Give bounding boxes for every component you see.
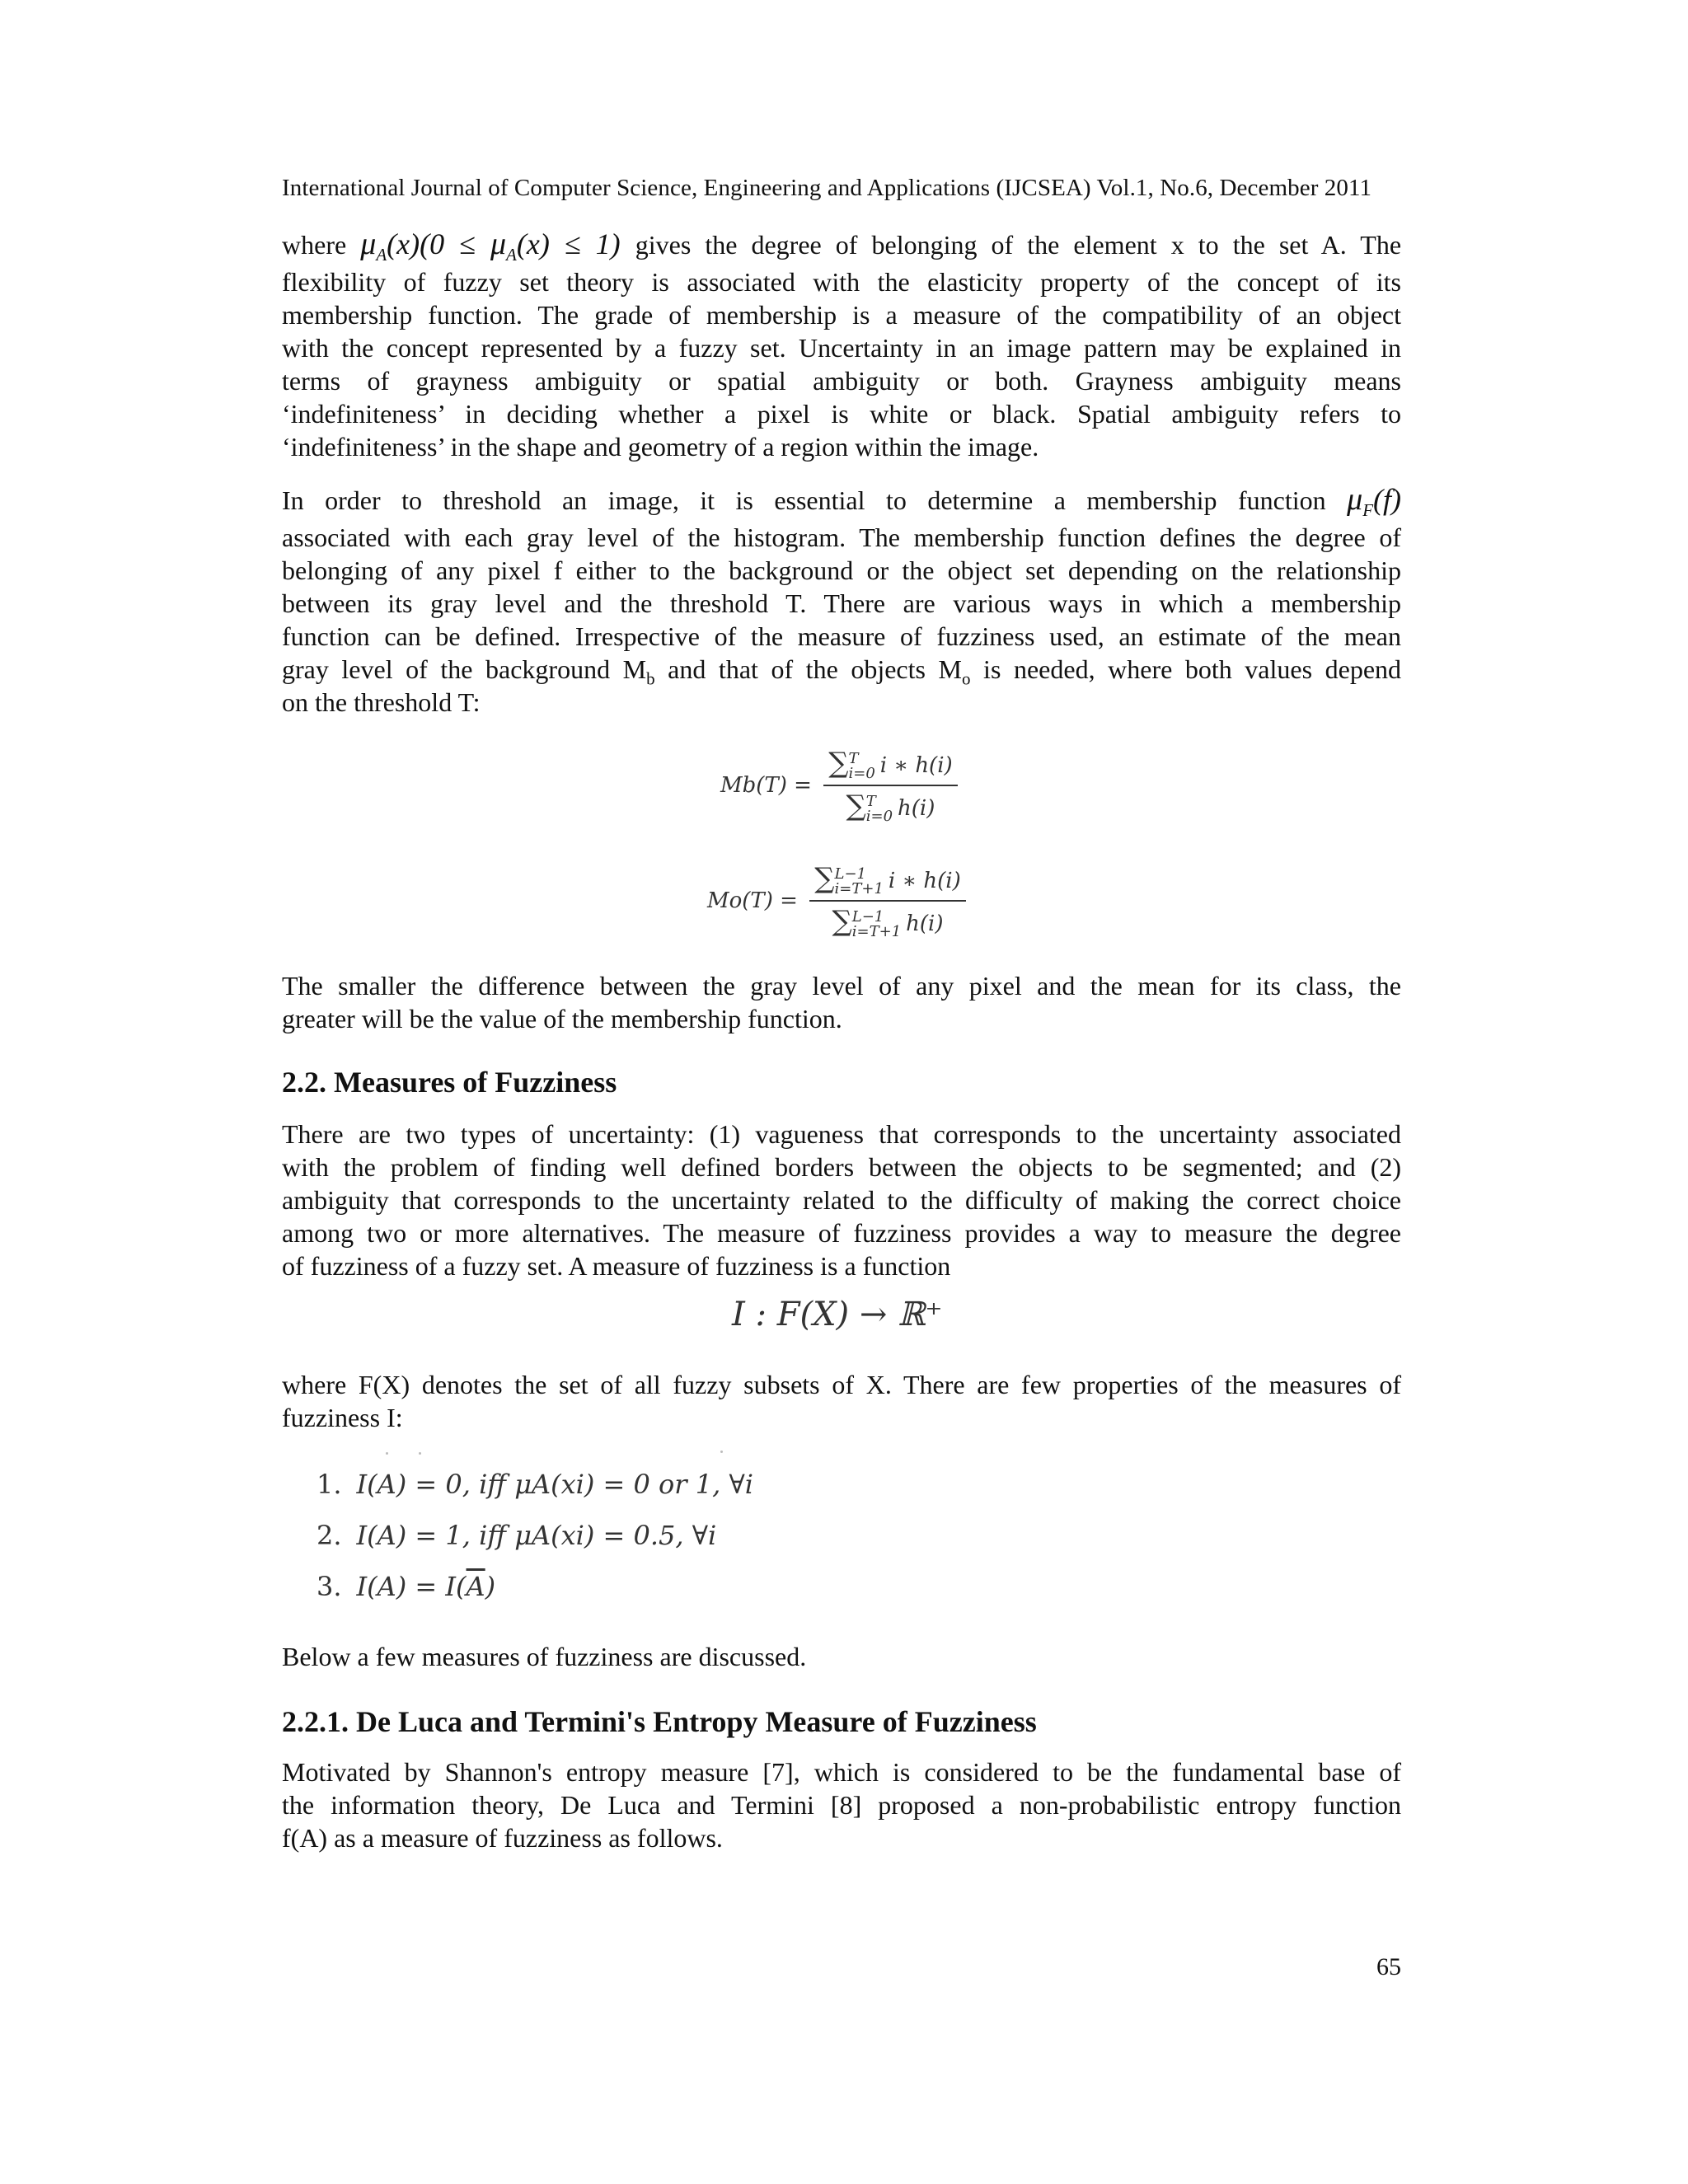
property-item-2: 2. I(A) = 1, iff μA(xi) = 0.5, ∀i xyxy=(316,1520,717,1551)
scan-artifact xyxy=(720,1451,723,1453)
sum-symbol: ∑ xyxy=(828,747,849,780)
text-line: f(A) as a measure of fuzziness as follows. xyxy=(282,1823,723,1853)
text-line: function can be defined. Irrespective of the measure of fuzziness used, an estimate of the mean xyxy=(282,621,1401,651)
text-line: The smaller the difference between the gray level of any pixel and the mean for its class, the xyxy=(282,971,1401,1001)
fraction: ∑T i=0 i ∗ h(i) ∑T i=0 h(i) xyxy=(823,747,957,824)
section-heading-2-2-1: 2.2.1. De Luca and Termini's Entropy Measure of Fuzziness xyxy=(282,1705,1037,1738)
paragraph-de-luca xyxy=(282,1755,1401,1854)
text-line: ‘indefiniteness’ in deciding whether a pixel is white or black. Spatial ambiguity refers to xyxy=(282,399,1401,429)
text-line: between its gray level and the threshold T. There are various ways in which a membership xyxy=(282,588,1401,618)
equation-measure-function: I : F(X) → ℝ⁺ xyxy=(732,1296,943,1333)
equation-mean-background: Mb(T) = ∑T i=0 i ∗ h(i) ∑T i=0 h(i) xyxy=(720,747,958,824)
section-heading-2-2: 2.2. Measures of Fuzziness xyxy=(282,1066,617,1099)
text-line: Motivated by Shannon's entropy measure [7], which is considered to be the fundamental base of xyxy=(282,1757,1401,1787)
scan-artifact xyxy=(419,1452,421,1455)
journal-header: International Journal of Computer Science, Engineering and Applications (IJCSEA) Vol.1, No.6, December 2011 xyxy=(282,175,1372,201)
text-line: There are two types of uncertainty: (1) vagueness that corresponds to the uncertainty associated xyxy=(282,1119,1401,1149)
text-line: with the concept represented by a fuzzy set. Uncertainty in an image pattern may be explained in xyxy=(282,333,1401,363)
text-line: on the threshold T: xyxy=(282,687,481,717)
inline-formula-muF: $\mu_F(f)$ xyxy=(1347,482,1402,521)
text-line: associated with each gray level of the histogram. The membership function defines the degree of xyxy=(282,523,1401,552)
sum-symbol: ∑ xyxy=(814,862,835,895)
text-line: flexibility of fuzzy set theory is associated with the elasticity property of the concept of its xyxy=(282,267,1401,297)
text-line: the information theory, De Luca and Termini [8] proposed a non-probabilistic entropy function xyxy=(282,1790,1401,1820)
property-item-1: 1. I(A) = 0, iff μA(xi) = 0 or 1, ∀i xyxy=(316,1469,754,1500)
paragraph-membership xyxy=(282,227,1401,463)
sum-symbol: ∑ xyxy=(832,905,852,938)
text-line: ‘indefiniteness’ in the shape and geometry of a region within the image. xyxy=(282,432,1039,462)
property-item-3: 3. $I(A) = I(\overline{A})$ xyxy=(316,1571,496,1602)
page-number: 65 xyxy=(1376,1953,1401,1980)
text-line: greater will be the value of the membership function. xyxy=(282,1004,842,1033)
inline-formula: $\mu_A(x)(0 \le \mu_A(x) \le 1)$ xyxy=(360,227,635,265)
text-line: with the problem of finding well defined borders between the objects to be segmented; and (2) xyxy=(282,1152,1401,1182)
paragraph-smaller-difference xyxy=(282,969,1401,1035)
text-line: gray level of the background $M_b$ and that of the objects $M_o$ is needed, where both values depend xyxy=(282,654,1402,689)
text-line: where F(X) denotes the set of all fuzzy subsets of X. There are few properties of the measures of xyxy=(282,1370,1401,1399)
text-line: membership function. The grade of membership is a measure of the compatibility of an object xyxy=(282,300,1401,330)
text-line: among two or more alternatives. The measure of fuzziness provides a way to measure the degree xyxy=(282,1218,1401,1248)
sum-symbol: ∑ xyxy=(846,790,866,823)
text-line: belonging of any pixel f either to the background or the object set depending on the relationship xyxy=(282,555,1401,585)
text-line: fuzziness I: xyxy=(282,1403,403,1432)
text-line: Below a few measures of fuzziness are discussed. xyxy=(282,1642,807,1671)
fraction: ∑L−1 i=T+1 i ∗ h(i) ∑L−1 i=T+1 h(i) xyxy=(809,862,966,940)
text-line: ambiguity that corresponds to the uncertainty related to the difficulty of making the correct choice xyxy=(282,1185,1401,1215)
equation-mean-object: Mo(T) = ∑L−1 i=T+1 i ∗ h(i) ∑L−1 i=T+1 h(i) xyxy=(707,862,966,940)
paragraph-uncertainty xyxy=(282,1118,1401,1282)
paragraph-below xyxy=(282,1640,1401,1673)
paragraph-properties-intro xyxy=(282,1368,1401,1434)
text-line: terms of grayness ambiguity or spatial ambiguity or both. Grayness ambiguity means xyxy=(282,366,1401,396)
text-line: In order to threshold an image, it is essential to determine a membership function $\mu_F(f)$ xyxy=(282,482,1402,521)
text-line: of fuzziness of a fuzzy set. A measure of fuzziness is a function xyxy=(282,1251,951,1281)
scan-artifact xyxy=(386,1452,388,1455)
text-line: where $\mu_A(x)(0 \le \mu_A(x) \le 1)$ gives the degree of belonging of the element x to the set A. The xyxy=(282,227,1402,265)
paragraph-threshold xyxy=(282,483,1401,719)
